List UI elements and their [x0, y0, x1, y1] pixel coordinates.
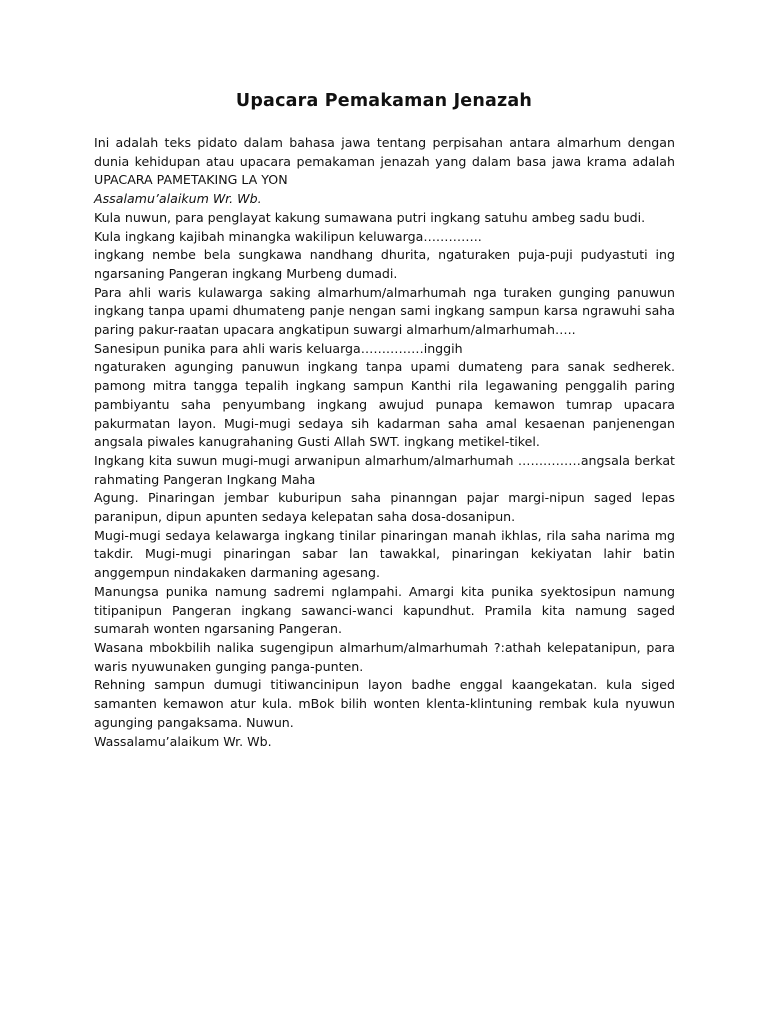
paragraph-manungsa: Manungsa punika namung sadremi nglampahi. Amargi kita punika syektosipun namung titipanipun Pangeran ingkang sawanci-wanci kapundhut. Pramila kita namung saged sumarah wonten ngarsaning Pangeran.	[94, 583, 675, 637]
paragraph-kelawarga: Mugi-mugi sedaya kelawarga ingkang tinilar pinaringan manah ikhlas, rila saha narima mg takdir. Mugi-mugi pinaringan sabar lan tawakkal, pinaringan kekiyatan lahir batin anggempun nindakaken darmaning agesang.	[94, 527, 675, 581]
document-body	[94, 134, 675, 751]
paragraph-kula-nuwun: Kula nuwun, para penglayat kakung sumawana putri ingkang satuhu ambeg sadu budi.	[94, 209, 646, 225]
greeting-opening: Assalamu’alaikum Wr. Wb.	[94, 191, 262, 207]
paragraph-panuwun: ngaturaken agunging panuwun ingkang tanpa upami dumateng para sanak sedherek. pamong mitra tangga tepalih ingkang sampun Kanthi rila legawaning penggalih paring pambiyantu saha penyumbang ingkang awujud punapa kemawon tumrap upacara pakurmatan layon. Mugi-mugi sedaya sih kadarman saha amal kesaenan panjenengan angsala piwales kanugrahaning Gusti Allah SWT. ingkang metikel-tikel.	[94, 359, 675, 450]
paragraph-ahli-waris: Para ahli waris kulawarga saking almarhum/almarhumah nga turaken gunging panuwun ingkang tanpa upami dhumateng panje nengan sami ingkang sampun karsa ngrawuhi saha paring pakur-raatan upacara angkatipun suwargi almarhum/almarhumah…..	[94, 284, 675, 338]
paragraph-rehning: Rehning sampun dumugi titiwancinipun layon badhe enggal kaangekatan. kula siged samanten kemawon atur kula. mBok bilih wonten klenta-klintuning rembak kula nyuwun agunging pangaksama. Nuwun.	[94, 677, 675, 730]
intro-paragraph: Ini adalah teks pidato dalam bahasa jawa tentang perpisahan antara almarhum dengan dunia kehidupan atau upacara pemakaman jenazah yang dalam basa jawa krama adalah UPACARA PAMETAKING LA YON	[94, 135, 675, 188]
paragraph-sanesipun: Sanesipun punika para ahli waris keluarga……………inggih	[94, 340, 463, 356]
greeting-closing: Wassalamu’alaikum Wr. Wb.	[94, 733, 272, 749]
paragraph-wasana: Wasana mbokbilih nalika sugengipun almarhum/almarhumah ?:athah kelepatanipun, para waris nyuwunaken gunging panga-punten.	[94, 639, 675, 674]
document-title: Upacara Pemakaman Jenazah	[235, 91, 533, 111]
paragraph-agung: Agung. Pinaringan jembar kuburipun saha pinanngan pajar margi-nipun saged lepas paranipun, dipun apunten sedaya kelepatan saha dosa-dosanipun.	[94, 490, 675, 525]
paragraph-arwanipun: Ingkang kita suwun mugi-mugi arwanipun almarhum/almarhumah ……………angsala berkat rahmating Pangeran Ingkang Maha	[94, 452, 675, 487]
paragraph-wakil-keluwarga: Kula ingkang kajibah minangka wakilipun keluwarga…………..	[94, 228, 482, 244]
paragraph-bela-sungkawa: ingkang nembe bela sungkawa nandhang dhurita, ngaturaken puja-puji pudyastuti ing ngarsaning Pangeran ingkang Murbeng dumadi.	[94, 247, 675, 281]
